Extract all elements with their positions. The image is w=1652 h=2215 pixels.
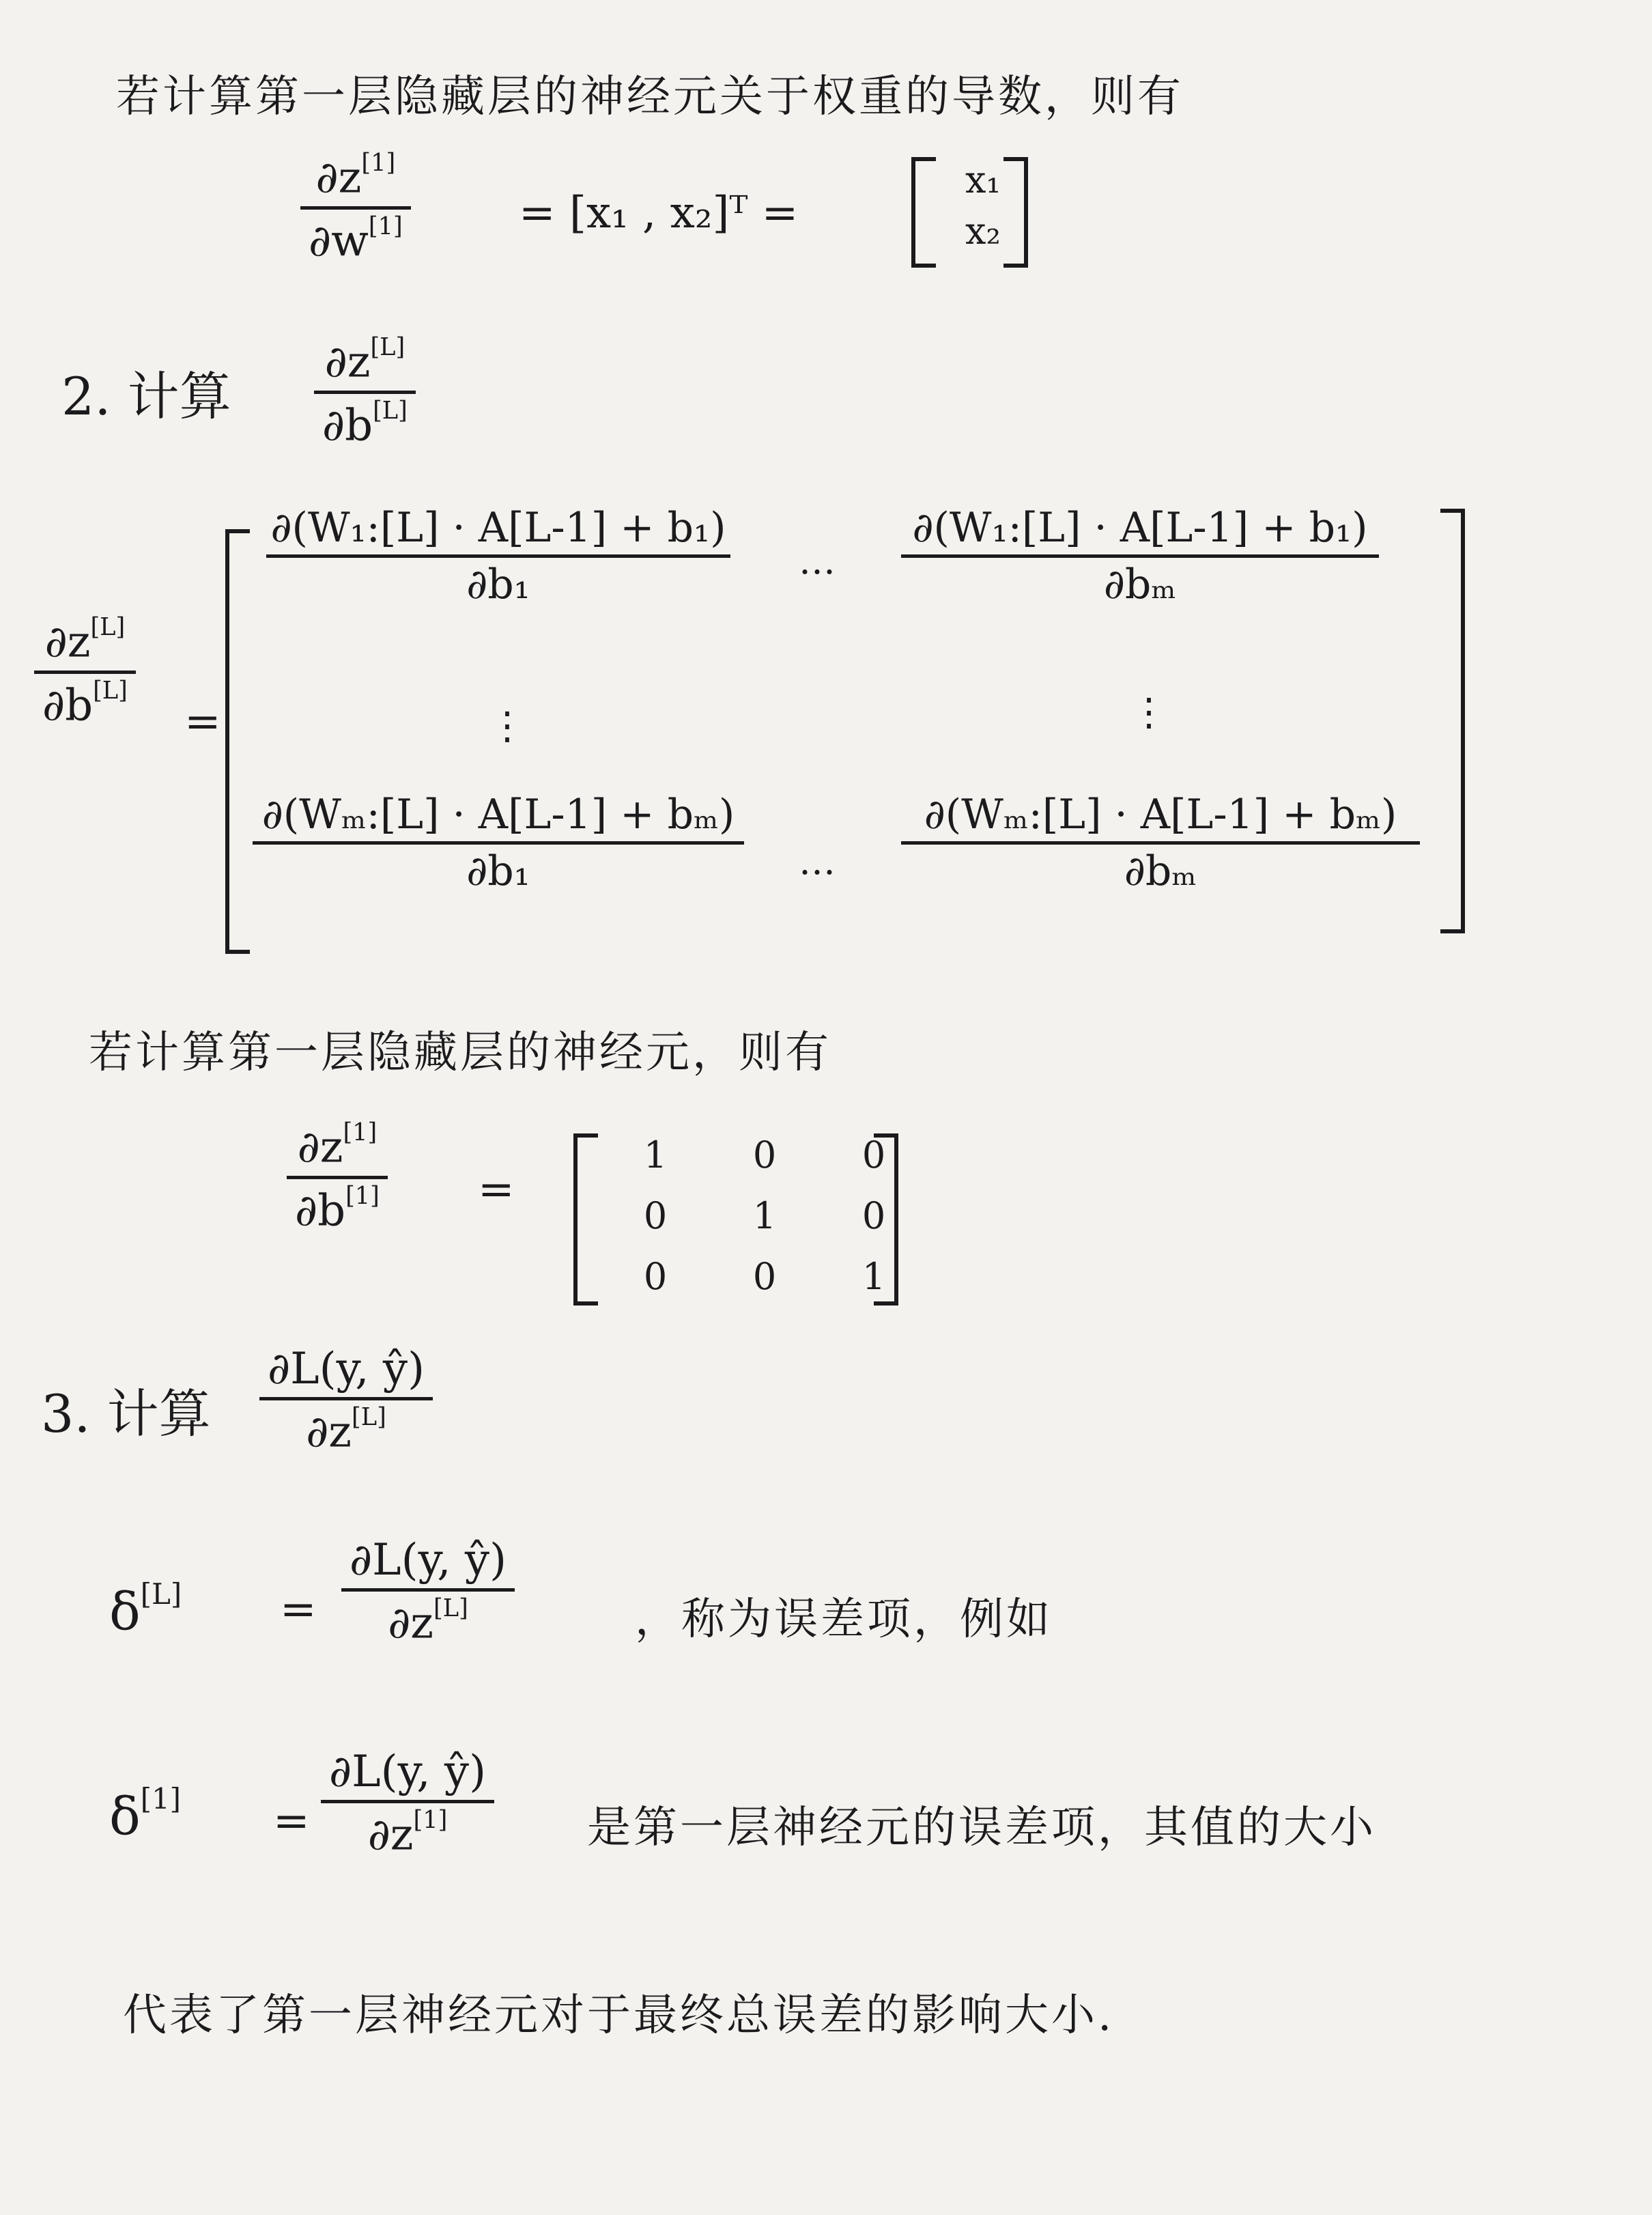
cell-denominator: ∂b₁ bbox=[466, 561, 530, 608]
step2-label: 2. 计算 bbox=[61, 366, 231, 427]
cell-denominator: ∂b₁ bbox=[466, 847, 530, 895]
vector-entry: x₁ bbox=[965, 158, 1001, 201]
hdots: … bbox=[799, 539, 836, 582]
lhs-dz-db-fraction bbox=[34, 615, 136, 730]
matrix-entry: 1 bbox=[861, 1255, 886, 1298]
matrix-cell-11 bbox=[266, 505, 730, 607]
fraction-bar bbox=[901, 841, 1420, 845]
vector-left-bracket bbox=[911, 157, 936, 268]
fraction-numerator: ∂L(y, ŷ) bbox=[329, 1747, 487, 1797]
equals-sign: = bbox=[478, 1164, 515, 1215]
dz1-db1-fraction bbox=[287, 1120, 388, 1235]
cell-numerator: ∂(W₁:[L] · A[L-1] + b₁) bbox=[270, 504, 726, 552]
cell-numerator: ∂(Wₘ:[L] · A[L-1] + bₘ) bbox=[261, 791, 735, 838]
fraction-denominator: ∂z[L] bbox=[306, 1403, 386, 1458]
fraction-bar bbox=[321, 1800, 494, 1803]
fraction-denominator: ∂b[L] bbox=[322, 397, 408, 451]
identity-right-bracket bbox=[874, 1133, 898, 1306]
matrix-entry: 1 bbox=[643, 1133, 668, 1176]
fraction-numerator: ∂L(y, ŷ) bbox=[268, 1344, 425, 1394]
cell-denominator: ∂bₘ bbox=[1103, 561, 1177, 608]
matrix-entry: 0 bbox=[752, 1133, 777, 1176]
identity-left-bracket bbox=[573, 1133, 598, 1306]
error-term-text: ，称为误差项，例如 bbox=[635, 1594, 1053, 1645]
cell-numerator: ∂(W₁:[L] · A[L-1] + b₁) bbox=[912, 504, 1368, 552]
fraction-bar bbox=[287, 1176, 388, 1179]
delta-1-symbol: δ[1] bbox=[109, 1782, 181, 1847]
matrix-entry: 0 bbox=[752, 1255, 777, 1298]
intro-text-bias: 若计算第一层隐藏层的神经元，则有 bbox=[89, 1028, 831, 1078]
fraction-numerator: ∂z[L] bbox=[324, 333, 405, 388]
matrix-cell-mm bbox=[901, 792, 1420, 894]
matrix-entry: 0 bbox=[861, 1194, 886, 1237]
fraction-denominator: ∂z[L] bbox=[388, 1594, 468, 1650]
fraction-bar bbox=[314, 391, 416, 394]
conclusion-text: 代表了第一层神经元对于最终总误差的影响大小. bbox=[123, 1990, 1115, 2041]
vdots-right: ⋮ bbox=[1130, 690, 1168, 735]
intro-text-weight: 若计算第一层隐藏层的神经元关于权重的导数，则有 bbox=[116, 72, 1184, 122]
fraction-denominator: ∂b[L] bbox=[42, 677, 128, 731]
hdots: … bbox=[799, 840, 836, 883]
delta-L-fraction bbox=[341, 1536, 515, 1648]
cell-numerator: ∂(Wₘ:[L] · A[L-1] + bₘ) bbox=[924, 791, 1397, 838]
dz-db-fraction bbox=[314, 335, 416, 450]
matrix-cell-1m bbox=[901, 505, 1379, 607]
fraction-bar bbox=[341, 1588, 515, 1592]
delta-1-text: 是第一层神经元的误差项，其值的大小 bbox=[587, 1803, 1376, 1853]
equals-sign: = bbox=[280, 1584, 317, 1635]
matrix-right-bracket bbox=[1440, 509, 1465, 933]
dL-dz-fraction bbox=[259, 1345, 433, 1456]
equals-sign: = bbox=[273, 1796, 310, 1846]
matrix-cell-m1 bbox=[253, 792, 744, 894]
fraction-bar bbox=[901, 554, 1379, 558]
matrix-entry: 0 bbox=[643, 1194, 668, 1237]
eq1-rhs: = [x₁ , x₂]ᵀ = bbox=[519, 188, 799, 238]
fraction-denominator: ∂w[1] bbox=[309, 212, 403, 267]
vector-right-bracket bbox=[1003, 157, 1028, 268]
matrix-entry: 0 bbox=[861, 1133, 886, 1176]
cell-denominator: ∂bₘ bbox=[1124, 847, 1197, 895]
dz-dw-fraction bbox=[300, 150, 411, 266]
fraction-numerator: ∂z[1] bbox=[297, 1118, 378, 1173]
fraction-denominator: ∂b[1] bbox=[295, 1182, 380, 1237]
matrix-entry: 1 bbox=[752, 1194, 777, 1237]
fraction-numerator: ∂L(y, ŷ) bbox=[350, 1535, 507, 1585]
fraction-bar bbox=[34, 671, 136, 674]
delta-L-symbol: δ[L] bbox=[109, 1577, 182, 1642]
step3-label: 3. 计算 bbox=[41, 1383, 211, 1444]
fraction-bar bbox=[259, 1397, 433, 1400]
fraction-bar bbox=[253, 841, 744, 845]
vector-entry: x₂ bbox=[965, 210, 1001, 253]
fraction-bar bbox=[266, 554, 730, 558]
equals-sign: = bbox=[184, 696, 221, 747]
fraction-numerator: ∂z[L] bbox=[44, 613, 126, 668]
matrix-entry: 0 bbox=[643, 1255, 668, 1298]
delta-1-fraction bbox=[321, 1748, 494, 1859]
vdots-left: ⋮ bbox=[488, 704, 526, 748]
fraction-numerator: ∂z[1] bbox=[315, 149, 396, 203]
fraction-bar bbox=[300, 206, 411, 210]
fraction-denominator: ∂z[1] bbox=[367, 1806, 448, 1861]
matrix-left-bracket bbox=[225, 529, 250, 954]
